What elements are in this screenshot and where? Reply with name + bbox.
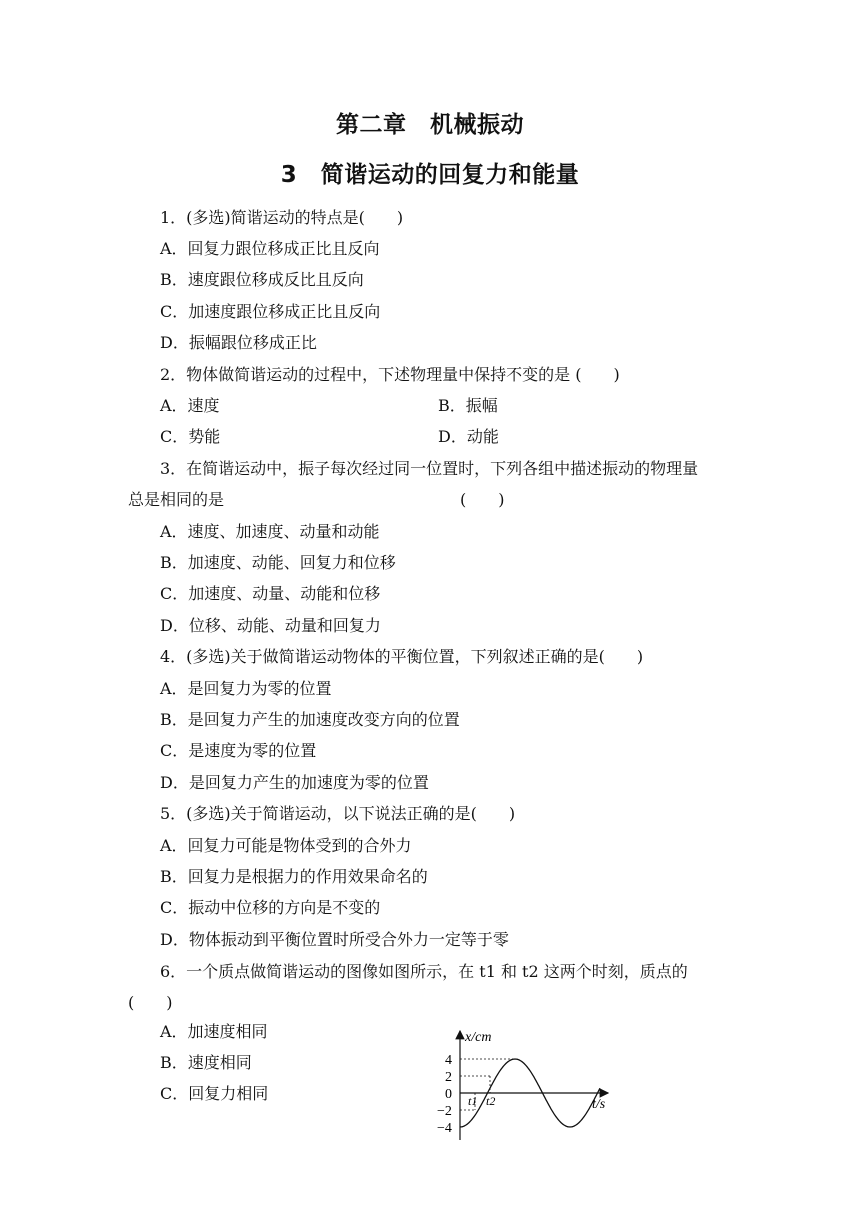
question-1-option-b: B．速度跟位移成反比且反向 bbox=[160, 270, 364, 289]
question-5-option-a: A．回复力可能是物体受到的合外力 bbox=[160, 836, 412, 855]
chapter-title: 第二章 机械振动 bbox=[336, 112, 524, 138]
question-4-option-b: B．是回复力产生的加速度改变方向的位置 bbox=[160, 710, 460, 729]
question-4-option-c: C．是速度为零的位置 bbox=[160, 741, 317, 760]
question-6-option-c: C．回复力相同 bbox=[160, 1084, 269, 1103]
question-1-option-a: A．回复力跟位移成正比且反向 bbox=[160, 239, 380, 258]
question-4-option-d: D．是回复力产生的加速度为零的位置 bbox=[160, 773, 429, 792]
t1-label: t1 bbox=[468, 1094, 478, 1108]
question-6-stem-continued: ( ) bbox=[128, 993, 173, 1012]
question-4-option-a: A．是回复力为零的位置 bbox=[160, 679, 332, 698]
y-tick-neg4: −4 bbox=[437, 1121, 452, 1136]
question-3-option-b: B．加速度、动能、回复力和位移 bbox=[160, 553, 396, 572]
question-2-option-c: C．势能 bbox=[160, 427, 221, 446]
question-1-option-d: D．振幅跟位移成正比 bbox=[160, 333, 317, 352]
question-2-option-a: A．速度 bbox=[160, 396, 220, 415]
question-5-option-c: C．振动中位移的方向是不变的 bbox=[160, 898, 381, 917]
y-tick-0: 0 bbox=[445, 1087, 452, 1102]
question-3-option-d: D．位移、动能、动量和回复力 bbox=[160, 616, 381, 635]
question-5-stem: 5．(多选)关于简谐运动，以下说法正确的是( ) bbox=[160, 804, 516, 823]
question-6-option-b: B．速度相同 bbox=[160, 1053, 252, 1072]
question-3-answer-paren: ( ) bbox=[460, 490, 505, 509]
question-3-stem: 3．在简谐运动中，振子每次经过同一位置时，下列各组中描述振动的物理量 bbox=[160, 459, 699, 478]
question-1-stem: 1．(多选)简谐运动的特点是( ) bbox=[160, 208, 404, 227]
question-1-option-c: C．加速度跟位移成正比且反向 bbox=[160, 302, 381, 321]
question-6-stem: 6．一个质点做简谐运动的图像如图所示，在 t1 和 t2 这两个时刻，质点的 bbox=[160, 962, 688, 981]
question-3-option-a: A．速度、加速度、动量和动能 bbox=[160, 522, 380, 541]
question-2-stem: 2．物体做简谐运动的过程中，下述物理量中保持不变的是 ( ) bbox=[160, 365, 620, 384]
x-axis-label: t/s bbox=[592, 1097, 606, 1112]
question-4-stem: 4．(多选)关于做简谐运动物体的平衡位置，下列叙述正确的是( ) bbox=[160, 647, 644, 666]
question-3-option-c: C．加速度、动量、动能和位移 bbox=[160, 584, 381, 603]
question-6-option-a: A．加速度相同 bbox=[160, 1022, 268, 1041]
question-2-option-d: D．动能 bbox=[438, 427, 499, 446]
t2-label: t2 bbox=[486, 1094, 496, 1108]
displacement-time-graph bbox=[420, 1026, 620, 1144]
y-tick-2: 2 bbox=[445, 1070, 452, 1085]
question-2-option-b: B．振幅 bbox=[438, 396, 498, 415]
section-title: 3 简谐运动的回复力和能量 bbox=[280, 162, 580, 188]
y-tick-4: 4 bbox=[445, 1053, 452, 1068]
question-5-option-b: B．回复力是根据力的作用效果命名的 bbox=[160, 867, 428, 886]
question-5-option-d: D．物体振动到平衡位置时所受合外力一定等于零 bbox=[160, 930, 509, 949]
question-3-stem-continued: 总是相同的是 bbox=[128, 490, 225, 509]
y-tick-neg2: −2 bbox=[437, 1104, 452, 1119]
y-axis-label: x/cm bbox=[465, 1030, 492, 1045]
